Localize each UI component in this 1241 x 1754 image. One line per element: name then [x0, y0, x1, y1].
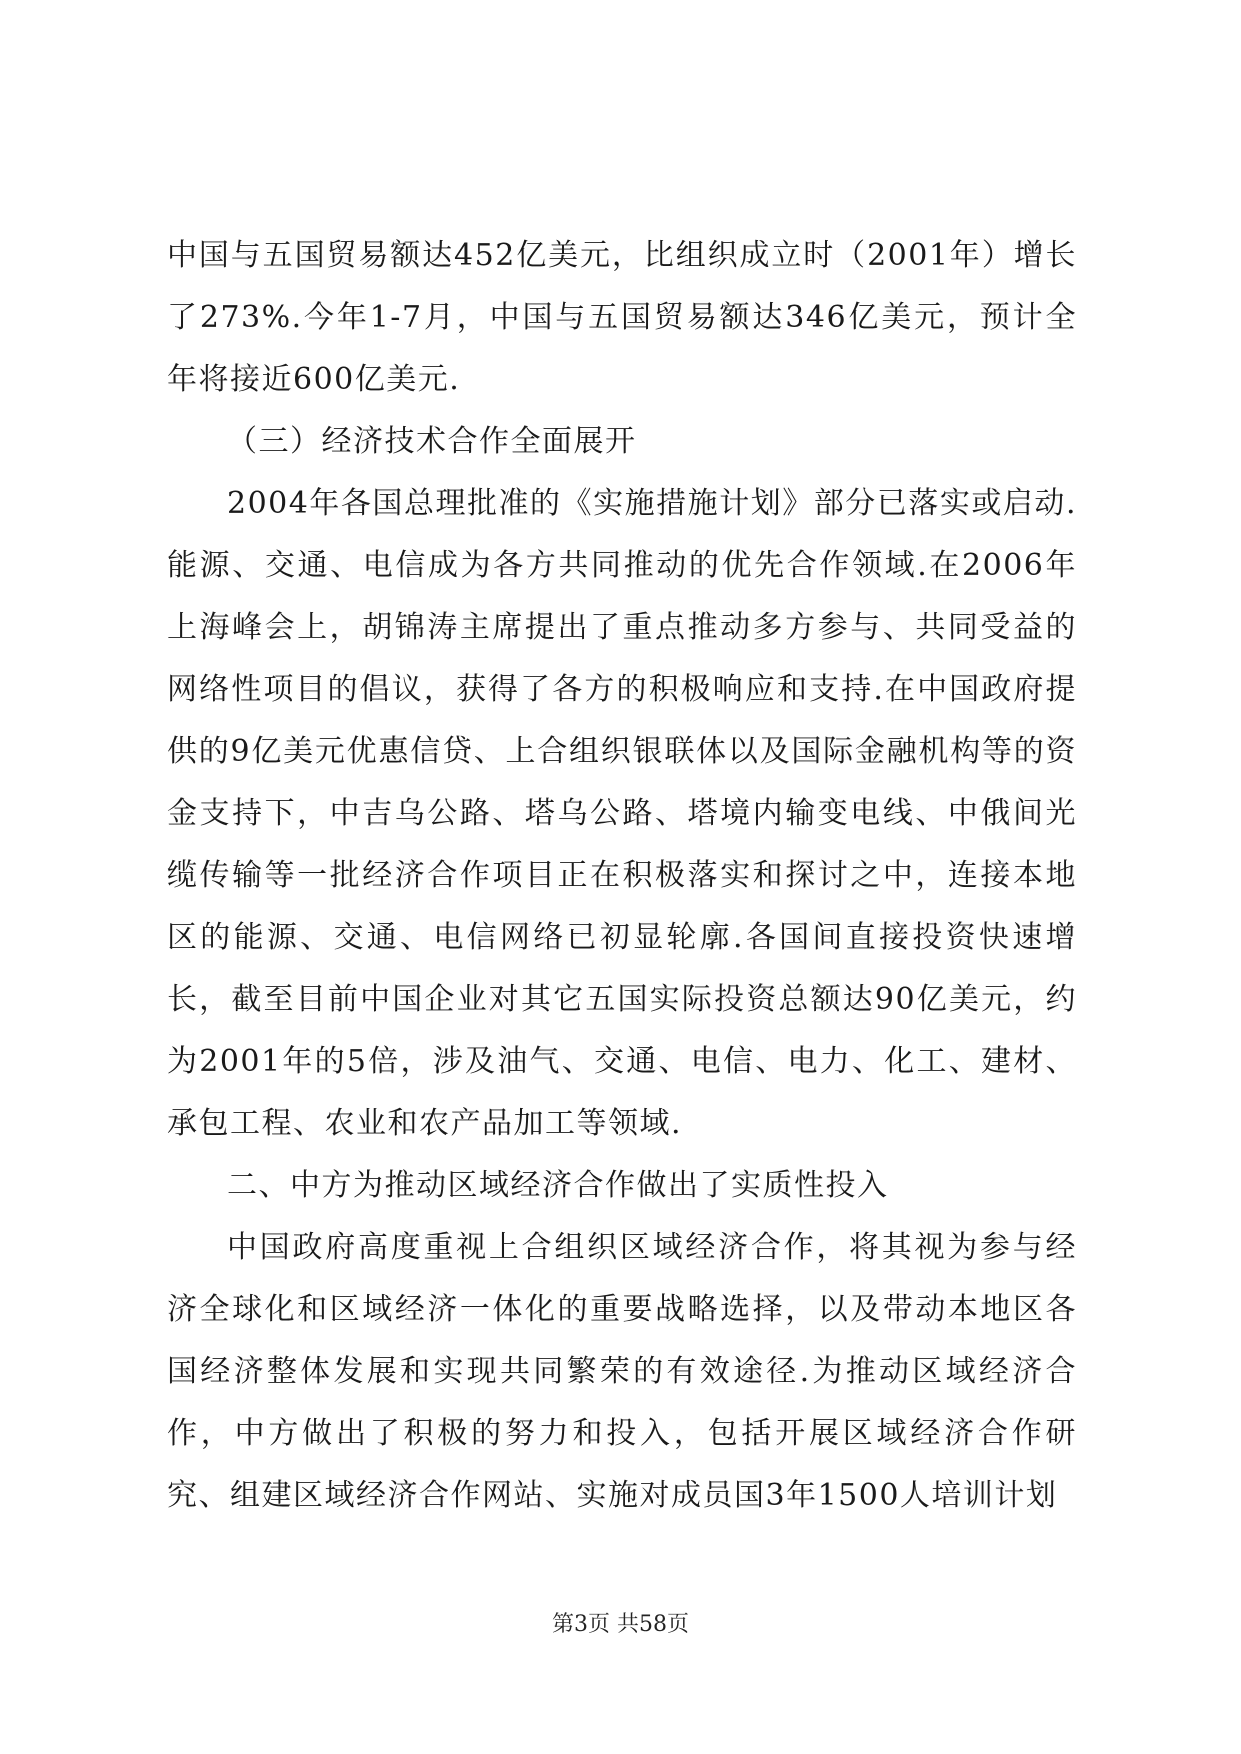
paragraph-china-government: 中国政府高度重视上合组织区域经济合作，将其视为参与经济全球化和区域经济一体化的重要战略选择，以及带动本地区各国经济整体发展和实现共同繁荣的有效途径.为推动区域经济合作，中方做出了积极的努力和投入，包括开展区域经济合作研究、组建区域经济合作网站、实施对成员国3年1500人培训计划: [167, 1230, 1077, 1513]
section-heading-china-investment: 二、中方为推动区域经济合作做出了实质性投入: [227, 1168, 889, 1203]
page-number-footer: 第3页 共58页: [552, 1612, 689, 1637]
paragraph-trade-stats: 中国与五国贸易额达452亿美元，比组织成立时（2001年）增长了273%.今年1-7月，中国与五国贸易额达346亿美元，预计全年将接近600亿美元.: [167, 238, 1077, 397]
paragraph-cooperation-projects: 2004年各国总理批准的《实施措施计划》部分已落实或启动.能源、交通、电信成为各方共同推动的优先合作领域.在2006年上海峰会上，胡锦涛主席提出了重点推动多方参与、共同受益的网络性项目的倡议，获得了各方的积极响应和支持.在中国政府提供的9亿美元优惠信贷、上合组织银联体以及国际金融机构等的资金支持下，中吉乌公路、塔乌公路、塔境内输变电线、中俄间光缆传输等一批经济合作项目正在积极落实和探讨之中，连接本地区的能源、交通、电信网络已初显轮廓.各国间直接投资快速增长，截至目前中国企业对其它五国实际投资总额达90亿美元，约为2001年的5倍，涉及油气、交通、电信、电力、化工、建材、承包工程、农业和农产品加工等领域.: [167, 486, 1077, 1141]
section-heading-economic-cooperation: （三）经济技术合作全面展开: [227, 424, 637, 459]
body-text: [167, 225, 1077, 1527]
